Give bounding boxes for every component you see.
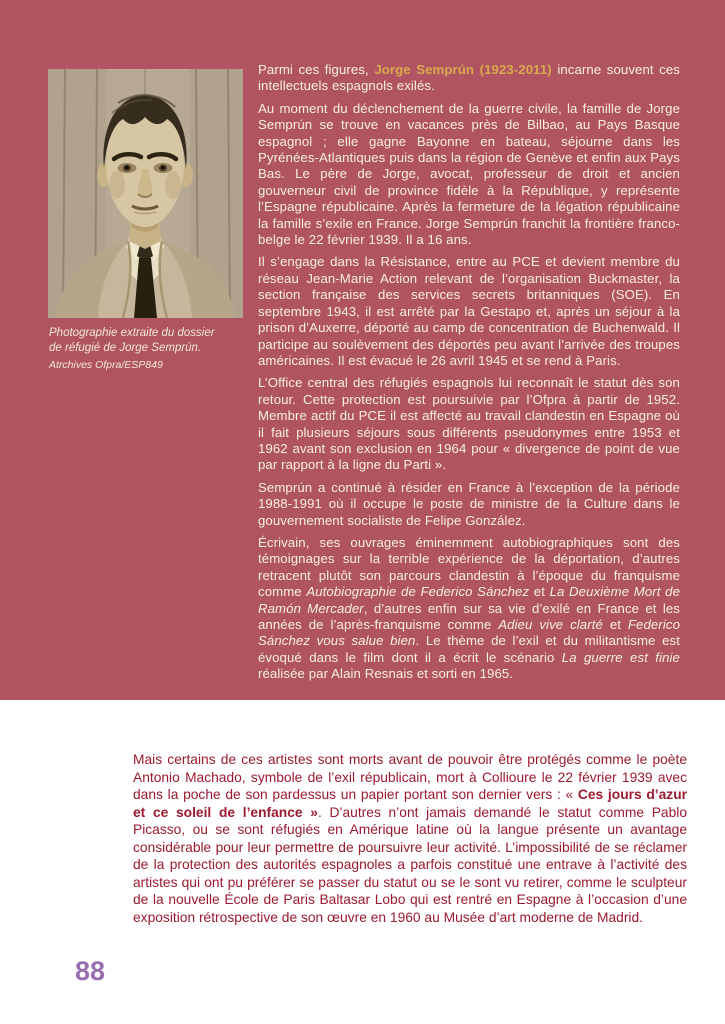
text-segment: Ces jours d’azur et ce soleil de l’enfance » [133, 787, 688, 820]
footer-paragraph [133, 751, 687, 926]
paragraph [258, 254, 680, 369]
text-segment: Adieu vive clarté [498, 617, 603, 632]
text-segment: . Le thème de l’exil et du militantisme est évoqué dans le film dont il a écrit le scénario [258, 633, 680, 665]
text-segment: Écrivain, ses ouvrages éminemment autobiographiques sont des témoignages sur la terrible expérience de la déportation, d’autres retracent plutôt son parcours clandestin à l’époque du franquisme comme [258, 534, 680, 600]
text-segment: Federico Sánchez vous salue bien [258, 617, 680, 649]
text-segment: Au moment du déclenchement de la guerre civile, la famille de Jorge Semprún se trouve en vacances près de Bilbao, au Pays Basque espagnol ; elle gagne Bayonne en bateau, séjourne dans les Pyrénées-Atlantiques puis dans la région de Genève et enfin aux Pays Bas. Le père de Jorge, avocat, professeur de droit et ancien gouverneur civil de province fidèle à la République, y représente l’Espagne républicaine. Après la fermeture de la légation républicaine la famille s’exile en France. Jorge Semprún franchit la frontière franco-belge le 22 février 1939. Il a 16 ans. [258, 100, 680, 248]
caption-line: de réfugié de Jorge Semprún. [49, 342, 202, 354]
text-segment: et [529, 584, 550, 600]
page-number: 88 [75, 956, 106, 986]
text-segment: , d’autres enfin sur sa vie d’exilé en France et les années de l’après-franquisme comme [258, 600, 680, 632]
text-segment: réalisée par Alain Resnais et sorti en 1965. [258, 666, 514, 682]
paragraph [258, 62, 680, 95]
text-segment: Il s’engage dans la Résistance, entre au PCE et devient membre du réseau Jean-Marie Action relevant de l’organisation Buckmaster, la section française des services secrets britanniques (SOE). En septembre 1943, il est arrêté par la Gestapo et, après un séjour à la prison d’Auxerre, déporté au camp de concentration de Buchenwald. Il participe au soulèvement des déportés peu avant l’arrivée des troupes américaines. Il est évacué le 26 avril 1945 et se rend à Paris. [258, 254, 680, 368]
biography-text-column [258, 62, 680, 689]
portrait-photo-illustration [48, 69, 243, 318]
paragraph [258, 535, 680, 683]
text-segment: La guerre est finie [561, 649, 680, 665]
caption-line: Photographie extraite du dossier [49, 327, 215, 339]
paragraph [258, 375, 680, 473]
text-segment: . D’autres n’ont jamais demandé le statut comme Pablo Picasso, ou se sont réfugiés en Amérique latine où la langue présente un avantage considérable pour leur permettre de poursuivre leur activité. L’impossibilité de se réclamer de la protection des autorités espagnoles a parfois constitué une entrave à l’activité des artistes qui ont pu préférer se passer du statut ou se le sont vu retirer, comme le sculpteur de la nouvelle École de Paris Baltasar Lobo qui est rentré en Espagne à l’occasion d’une exposition rétrospective de son œuvre en 1960 au Musée d’art moderne de Madrid. [133, 804, 687, 925]
text-segment: Mais certains de ces artistes sont morts avant de pouvoir être protégés comme le poète Antonio Machado, symbole de l’exil républicain, mort à Collioure le 22 février 1939 avec dans la poche de son pardessus un papier portant son dernier vers : « [133, 752, 687, 802]
caption-line: Atrchives Ofpra/ESP849 [49, 359, 163, 371]
portrait-photo [48, 69, 243, 318]
photo-caption [49, 326, 254, 373]
text-segment: Autobiographie de Federico Sánchez [306, 584, 530, 600]
paragraph [258, 101, 680, 249]
text-segment: et [602, 617, 628, 632]
paragraph [258, 480, 680, 529]
text-segment: incarne souvent ces intellectuels espagnols exilés. [258, 62, 680, 94]
text-segment: Jorge Semprún (1923-2011) [374, 62, 552, 77]
text-segment: Semprún a continué à résider en France à l’exception de la période 1988-1991 où il occupe le poste de ministre de la Culture dans le gouvernement socialiste de Felipe González. [258, 479, 680, 528]
text-segment: Parmi ces figures, [258, 62, 375, 77]
text-segment: La Deuxième Mort de Ramón Mercader [258, 584, 681, 616]
text-segment: L’Office central des réfugiés espagnols lui reconnaît le statut dès son retour. Cette protection est poursuivie par l’Ofpra à partir de 1952. Membre actif du PCE il est affecté au travail clandestin en Espagne où il fait plusieurs séjours sous différents pseudonymes entre 1953 et 1962 avant son exclusion en 1964 pour « divergence de point de vue par rapport à la ligne du Parti ». [258, 375, 680, 473]
